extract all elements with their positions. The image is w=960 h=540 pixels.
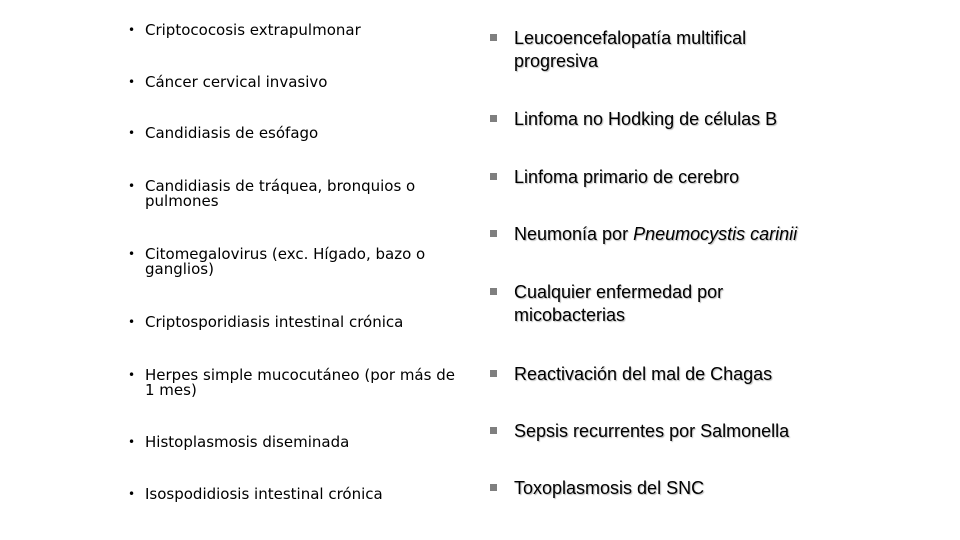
left-list-item xyxy=(128,23,468,38)
right-item-text: Leucoencefalopatía multifical progresiva xyxy=(514,28,747,71)
left-item-text: Citomegalovirus (exc. Hígado, bazo o ganglios) xyxy=(145,245,426,278)
right-list-item-salmonella xyxy=(490,420,830,443)
right-item-text: Sepsis recurrentes por Salmonella xyxy=(514,421,790,441)
bullet-icon: • xyxy=(128,75,136,89)
bullet-icon: • xyxy=(128,368,136,382)
left-list-item xyxy=(128,126,468,141)
left-item-text: Herpes simple mucocutáneo (por más de 1 mes) xyxy=(145,366,455,399)
left-item-text: Isospodidiosis intestinal crónica xyxy=(145,485,383,503)
bullet-icon: • xyxy=(128,179,136,193)
right-item-text: Linfoma no Hodking de células B xyxy=(514,109,778,129)
right-list-item-micobacterias xyxy=(490,281,780,327)
right-list-item-linfoma-cerebro xyxy=(490,166,830,189)
square-bullet-icon xyxy=(490,288,497,295)
square-bullet-icon xyxy=(490,115,497,122)
left-list-item xyxy=(128,75,468,90)
right-list-item-leuco xyxy=(490,27,790,73)
left-item-text: Cáncer cervical invasivo xyxy=(145,73,328,91)
left-item-text: Criptococosis extrapulmonar xyxy=(145,21,361,39)
right-item-text xyxy=(490,223,830,246)
left-list-item xyxy=(128,247,468,277)
left-item-text: Criptosporidiasis intestinal crónica xyxy=(145,313,404,331)
square-bullet-icon xyxy=(490,484,497,491)
square-bullet-icon xyxy=(490,370,497,377)
bullet-icon: • xyxy=(128,435,136,449)
left-item-text: Histoplasmosis diseminada xyxy=(145,433,350,451)
right-item-text: Linfoma primario de cerebro xyxy=(514,167,740,187)
bullet-icon: • xyxy=(128,315,136,329)
left-list-item xyxy=(128,368,468,398)
left-list-item xyxy=(128,435,468,450)
neumonia-organism: Pneumocystis carinii xyxy=(633,224,798,244)
right-list-item-chagas xyxy=(490,363,830,386)
left-list-item xyxy=(128,315,468,330)
right-list-item-toxoplasmosis xyxy=(490,477,830,500)
right-item-text: Reactivación del mal de Chagas xyxy=(514,364,773,384)
square-bullet-icon xyxy=(490,427,497,434)
neumonia-prefix: Neumonía por xyxy=(514,224,634,244)
square-bullet-icon xyxy=(490,230,497,237)
bullet-icon: • xyxy=(128,487,136,501)
right-item-text: Cualquier enfermedad por micobacterias xyxy=(514,282,724,325)
bullet-icon: • xyxy=(128,247,136,261)
right-list-item-neumonia xyxy=(490,223,830,246)
bullet-icon: • xyxy=(128,126,136,140)
left-item-text: Candidiasis de tráquea, bronquios o pulmones xyxy=(145,177,416,210)
right-list-item-linfoma-b xyxy=(490,108,830,131)
right-item-text: Toxoplasmosis del SNC xyxy=(514,478,705,498)
bullet-icon: • xyxy=(128,23,136,37)
left-list-item xyxy=(128,179,468,209)
left-list-item xyxy=(128,487,468,502)
square-bullet-icon xyxy=(490,173,497,180)
left-item-text: Candidiasis de esófago xyxy=(145,124,319,142)
square-bullet-icon xyxy=(490,34,497,41)
